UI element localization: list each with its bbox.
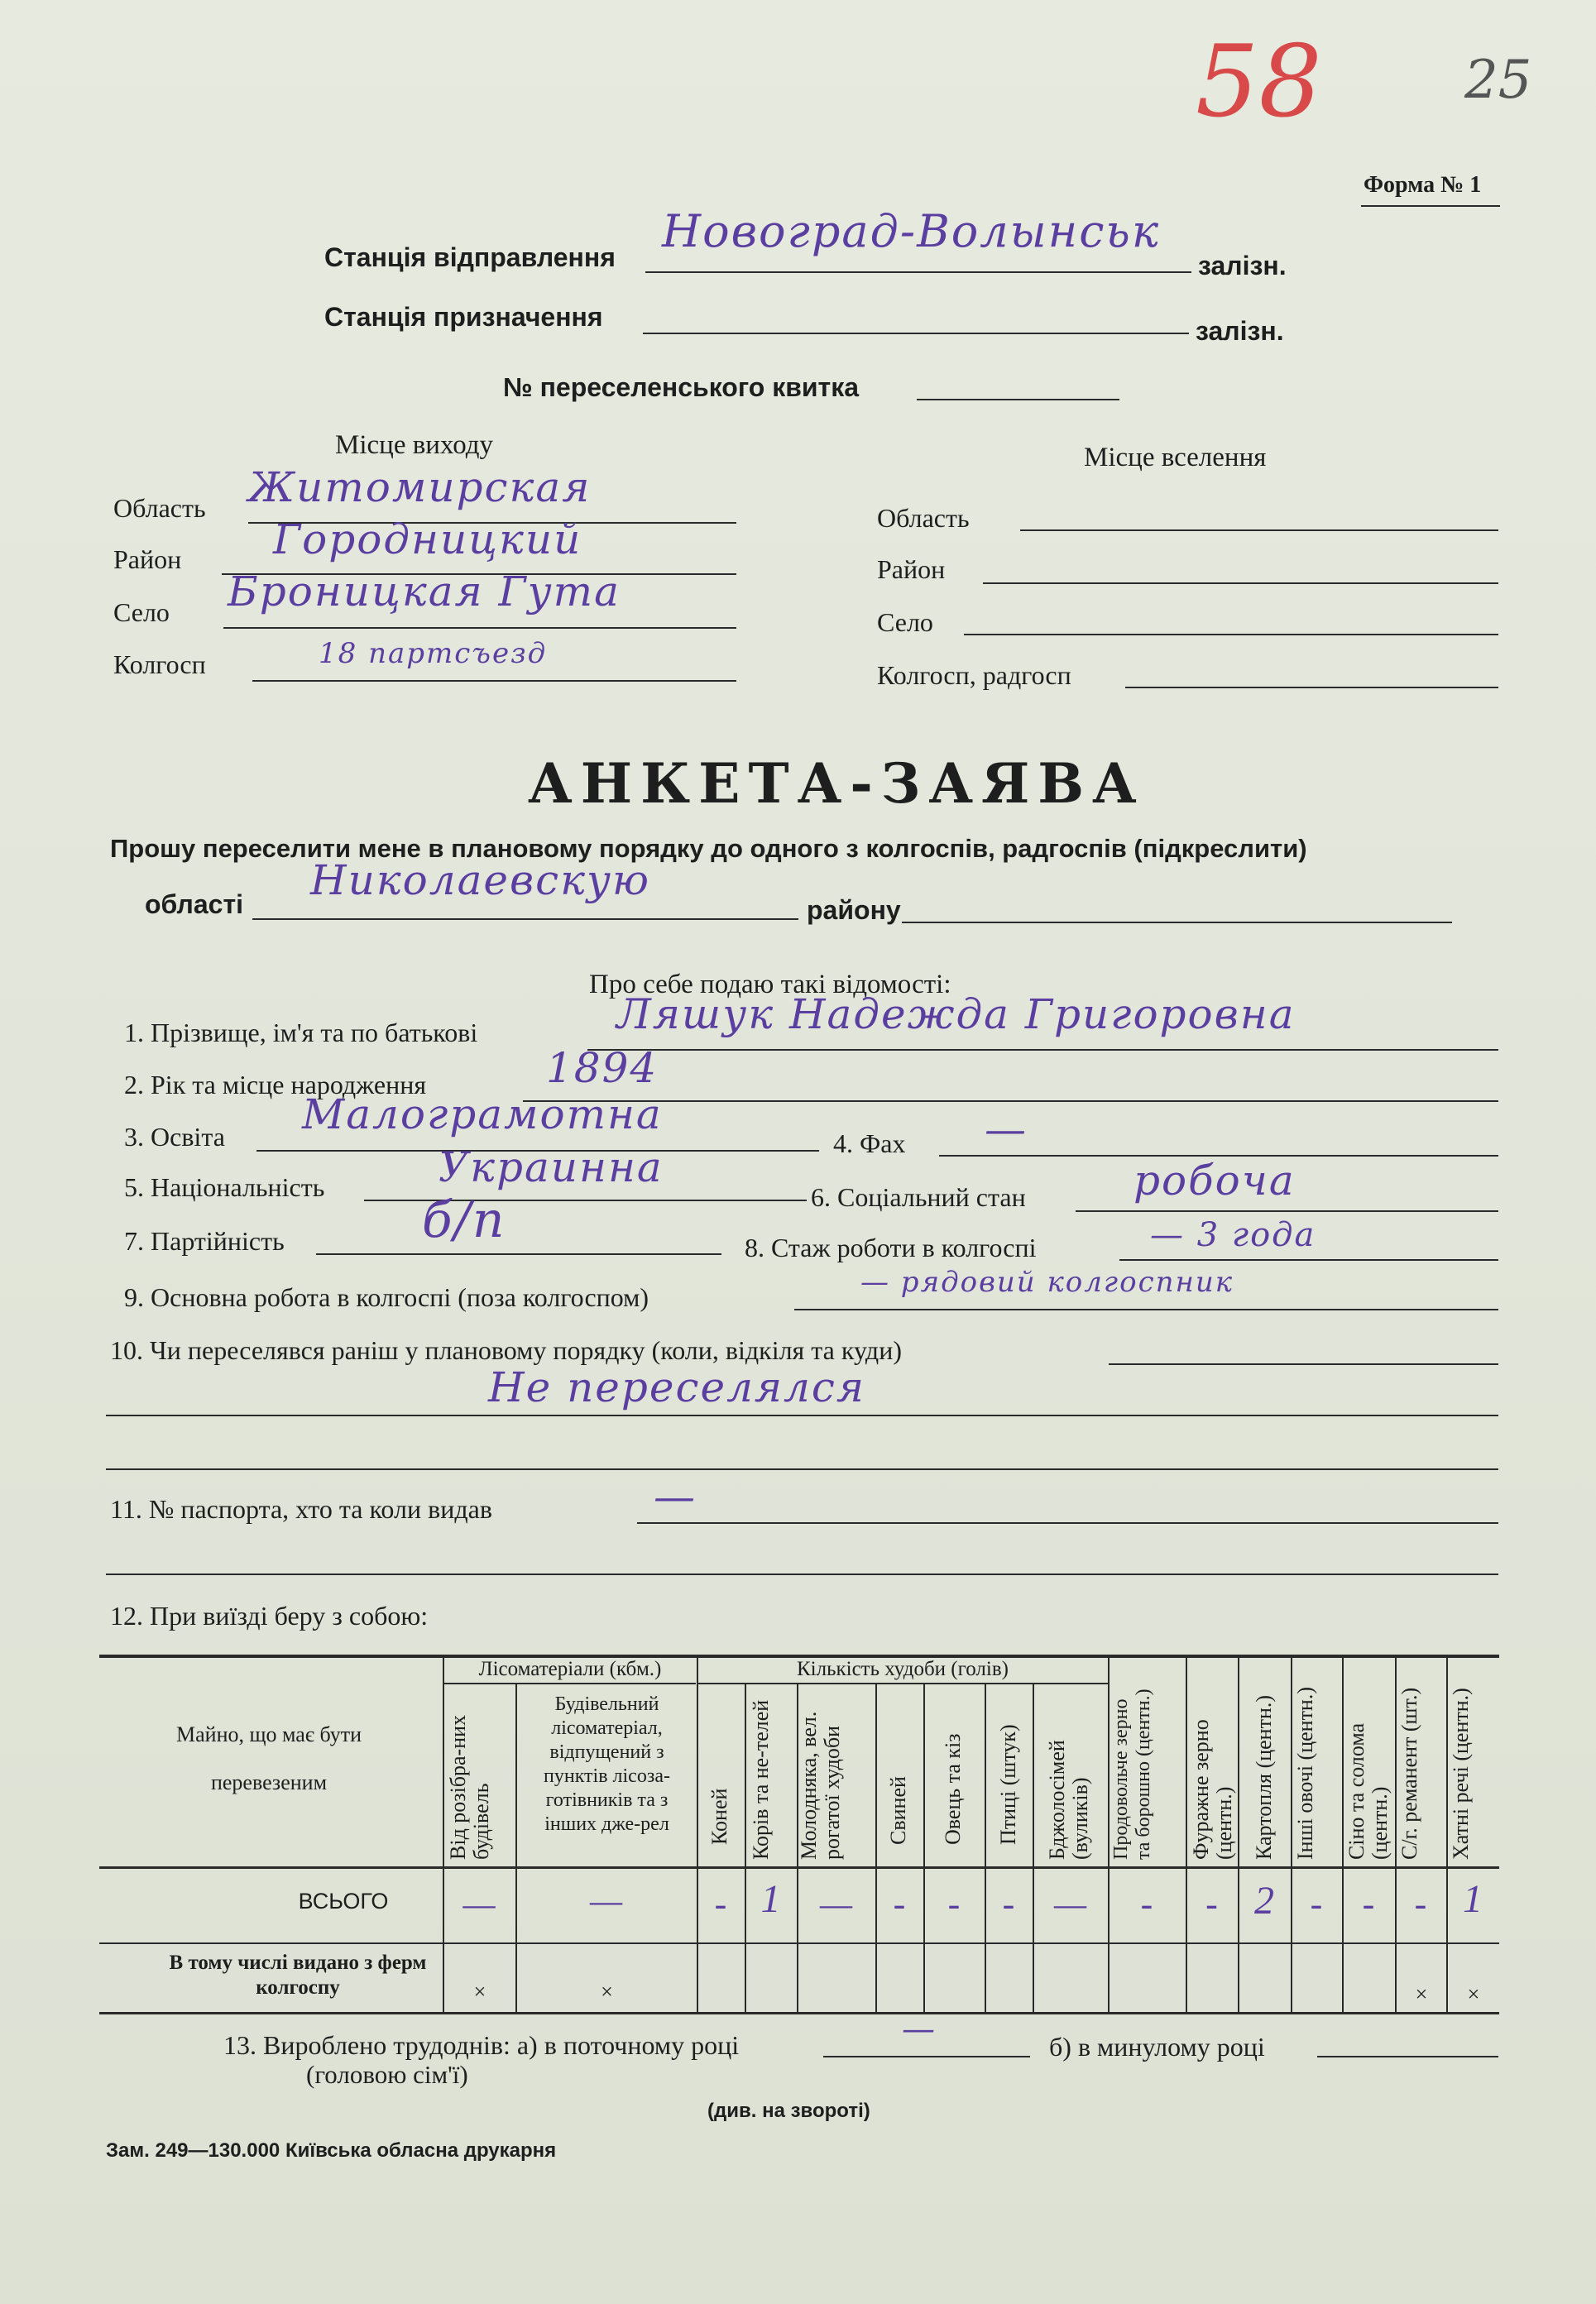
col-line-13 xyxy=(1291,1655,1292,2014)
red-archive-number: 58 xyxy=(1196,25,1322,140)
col-header-10: Продовольче зерно та борошно (центн.) xyxy=(1110,1688,1154,1860)
form-number-underline xyxy=(1361,205,1500,207)
dest-raion-line xyxy=(983,582,1498,584)
col-header-4: Корів та не-телей xyxy=(749,1699,773,1860)
form-number: Форма № 1 xyxy=(1364,172,1482,198)
field-9-value[interactable]: — рядовий колгоспник xyxy=(860,1266,1234,1299)
col-header-12: Картопля (центн.) xyxy=(1252,1694,1276,1860)
col-header-7: Овець та кіз xyxy=(941,1733,965,1845)
field-9-label: 9. Основна робота в колгоспі (поза колгоспом) xyxy=(124,1282,649,1312)
col-header-9: Бджолосімей (вуликів) xyxy=(1045,1740,1092,1860)
total-cell[interactable]: - xyxy=(1362,1884,1377,1924)
field-4-label: 4. Фах xyxy=(833,1128,906,1158)
col-line-12 xyxy=(1238,1655,1239,2014)
origin-selo-line xyxy=(223,627,736,629)
col-line-3 xyxy=(697,1655,698,2014)
col-header-8: Птиці (штук) xyxy=(996,1724,1020,1845)
col-line-1 xyxy=(443,1655,444,2014)
field-13-value[interactable]: — xyxy=(902,2010,937,2048)
col-line-6 xyxy=(875,1684,877,2014)
form-title: АНКЕТА-ЗАЯВА xyxy=(528,751,1145,816)
col-header-16: Хатні речі (центн.) xyxy=(1449,1688,1473,1860)
table-group-wood: Лісоматеріали (кбм.) xyxy=(478,1658,662,1680)
col-header-3: Коней xyxy=(707,1788,731,1845)
origin-kolhosp-label: Колгосп xyxy=(113,649,206,679)
dest-selo-label: Село xyxy=(877,607,933,637)
total-cell[interactable]: 1 xyxy=(1463,1877,1484,1921)
field-7-label: 7. Партійність xyxy=(124,1226,285,1256)
col-header-2: Будівельний лісоматеріал, відпущений з пунктів лісоза-готівників та з інших дже-рел xyxy=(544,1693,670,1835)
col-line-2 xyxy=(515,1684,517,2014)
info-heading: Про себе подаю такі відомості: xyxy=(589,970,951,999)
farm-cell[interactable]: × xyxy=(601,1980,613,2004)
origin-selo-value[interactable]: Броницкая Гута xyxy=(228,568,621,616)
field-9-line xyxy=(794,1309,1498,1310)
request-oblast-label: області xyxy=(145,889,243,919)
row-total-label: ВСЬОГО xyxy=(298,1889,389,1914)
field-11-line-a xyxy=(637,1522,1498,1524)
col-header-13: Інші овочі (центн.) xyxy=(1293,1686,1317,1860)
field-8-label: 8. Стаж роботи в колгоспі xyxy=(745,1233,1037,1262)
table-header-rule xyxy=(99,1866,1499,1869)
destination-station-label: Станція призначення xyxy=(324,302,603,332)
field-11-value[interactable]: — xyxy=(654,1473,697,1521)
field-6-value[interactable]: робоча xyxy=(1133,1157,1296,1205)
total-cell[interactable]: - xyxy=(1414,1884,1429,1924)
total-cell[interactable]: — xyxy=(463,1884,497,1924)
origin-kolhosp-value[interactable]: 18 партсъезд xyxy=(319,637,548,670)
origin-raion-label: Район xyxy=(113,544,182,574)
col-line-11 xyxy=(1186,1655,1187,2014)
table-group-cattle: Кількість худоби (голів) xyxy=(797,1658,1009,1680)
table-col0-header: Майно, що має бути перевезеним xyxy=(176,1722,362,1794)
col-line-7 xyxy=(923,1684,925,2014)
field-8-line xyxy=(1119,1259,1498,1261)
total-cell[interactable]: - xyxy=(1205,1884,1220,1924)
farm-cell[interactable]: × xyxy=(1467,1982,1480,2006)
request-oblast-value[interactable]: Николаевскую xyxy=(310,856,650,904)
origin-oblast-label: Область xyxy=(113,493,206,523)
rail-label-2: залізн. xyxy=(1196,316,1284,346)
total-cell[interactable]: - xyxy=(1140,1884,1155,1924)
col-line-4 xyxy=(745,1684,746,2014)
col-line-8 xyxy=(985,1684,986,2014)
dest-kolhosp-line xyxy=(1125,687,1498,688)
col-line-9 xyxy=(1033,1684,1034,2014)
field-13-label: 13. Вироблено трудоднів: а) в поточному році xyxy=(223,2030,740,2060)
col-header-5: Молодняка, вел. рогатої худоби xyxy=(797,1711,844,1860)
field-5-value[interactable]: Украинна xyxy=(439,1143,664,1191)
field-11-line-b xyxy=(106,1574,1498,1575)
total-cell[interactable]: — xyxy=(1053,1884,1089,1924)
field-10-line-b xyxy=(106,1415,1498,1416)
dest-raion-label: Район xyxy=(877,554,946,584)
wood-group-rule xyxy=(443,1683,696,1684)
table-row1-rule xyxy=(99,1942,1499,1944)
ticket-number-line xyxy=(917,399,1119,400)
col-line-16 xyxy=(1446,1655,1448,2014)
destination-station-line xyxy=(643,333,1189,334)
total-cell[interactable]: — xyxy=(589,1880,625,1921)
field-7-value[interactable]: б/п xyxy=(422,1191,506,1249)
field-2-label: 2. Рік та місце народження xyxy=(124,1070,427,1099)
col-header-6: Свиней xyxy=(886,1776,910,1845)
dest-selo-line xyxy=(964,634,1498,635)
dest-kolhosp-label: Колгосп, радгосп xyxy=(877,660,1071,690)
field-1-label: 1. Прізвище, ім'я та по батькові xyxy=(124,1018,478,1047)
dest-oblast-label: Область xyxy=(877,503,970,533)
field-11-label: 11. № паспорта, хто та коли видав xyxy=(110,1494,492,1524)
field-8-value[interactable]: — 3 года xyxy=(1150,1216,1316,1254)
field-10-value[interactable]: Не переселялся xyxy=(488,1363,865,1411)
total-cell[interactable]: - xyxy=(947,1884,962,1924)
field-10-line-a xyxy=(1109,1363,1498,1365)
field-13b-label: б) в минулому році xyxy=(1049,2032,1265,2062)
total-cell[interactable]: 2 xyxy=(1254,1879,1276,1923)
origin-raion-value[interactable]: Городницкий xyxy=(273,515,582,563)
field-13-sub: (головою сім'ї) xyxy=(306,2060,468,2089)
origin-kolhosp-line xyxy=(252,680,736,682)
table-bottom-rule xyxy=(99,2012,1499,2014)
field-13-line-a xyxy=(823,2056,1030,2057)
pencil-page-number: 25 xyxy=(1464,50,1532,111)
dest-oblast-line xyxy=(1020,529,1498,531)
request-text: Прошу переселити мене в плановому порядку до одного з колгоспів, радгоспів (підкреслити) xyxy=(110,834,1307,863)
total-cell[interactable]: - xyxy=(714,1884,729,1924)
field-10-line-c xyxy=(106,1468,1498,1470)
col-header-1: Від розібра-них будівель xyxy=(446,1714,493,1860)
field-5-label: 5. Національність xyxy=(124,1172,325,1202)
departure-station-label: Станція відправлення xyxy=(324,242,616,272)
field-10-label: 10. Чи переселявся раніш у плановому порядку (коли, відкіля та куди) xyxy=(110,1335,902,1365)
origin-oblast-value[interactable]: Житомирская xyxy=(248,463,592,511)
request-oblast-line xyxy=(252,918,798,920)
field-6-line xyxy=(1076,1210,1498,1212)
departure-station-value[interactable]: Новоград-Волынськ xyxy=(662,205,1161,257)
cattle-group-rule xyxy=(697,1683,1108,1684)
total-cell[interactable]: 1 xyxy=(760,1877,783,1921)
col-line-15 xyxy=(1395,1655,1397,2014)
total-cell[interactable]: - xyxy=(1002,1884,1017,1924)
field-13-line-b xyxy=(1317,2056,1498,2057)
col-header-11: Фуражне зерно (центн.) xyxy=(1189,1719,1236,1860)
departure-station-line xyxy=(645,271,1191,273)
col-header-14: Сіно та солома (центн.) xyxy=(1344,1722,1392,1860)
ticket-number-label: № переселенського квитка xyxy=(503,372,860,402)
farm-cell[interactable]: × xyxy=(473,1980,486,2004)
printer-note: Зам. 249—130.000 Київська обласна друкарня xyxy=(106,2139,557,2162)
request-raion-label: району xyxy=(807,895,901,925)
field-1-line xyxy=(587,1049,1498,1051)
origin-heading: Місце виходу xyxy=(335,430,494,460)
field-3-value[interactable]: Малограмотна xyxy=(302,1090,663,1138)
row-farm-label: В тому числі видано з ферм колгоспу xyxy=(169,1952,427,1999)
total-cell[interactable]: — xyxy=(819,1884,855,1924)
field-3-label: 3. Освіта xyxy=(124,1122,225,1152)
col-header-15: С/г. реманент (шт.) xyxy=(1397,1687,1421,1860)
col-line-10 xyxy=(1108,1655,1110,2014)
field-12-label: 12. При виїзді беру з собою: xyxy=(110,1601,429,1631)
field-6-label: 6. Соціальний стан xyxy=(811,1182,1026,1212)
field-7-line xyxy=(316,1253,721,1255)
total-cell[interactable]: - xyxy=(1310,1884,1325,1924)
field-1-value[interactable]: Ляшук Надежда Григоровна xyxy=(616,990,1296,1038)
field-4-value[interactable]: — xyxy=(985,1105,1028,1153)
see-back-note: (див. на звороті) xyxy=(707,2100,870,2122)
farm-cell[interactable]: × xyxy=(1415,1982,1428,2006)
total-cell[interactable]: - xyxy=(893,1884,908,1924)
col-line-14 xyxy=(1342,1655,1344,2014)
field-2-value[interactable]: 1894 xyxy=(546,1044,659,1092)
field-2-line xyxy=(523,1100,1498,1102)
request-raion-line xyxy=(902,922,1452,923)
destination-heading: Місце вселення xyxy=(1084,443,1267,472)
origin-selo-label: Село xyxy=(113,597,170,627)
rail-label-1: залізн. xyxy=(1198,251,1287,280)
